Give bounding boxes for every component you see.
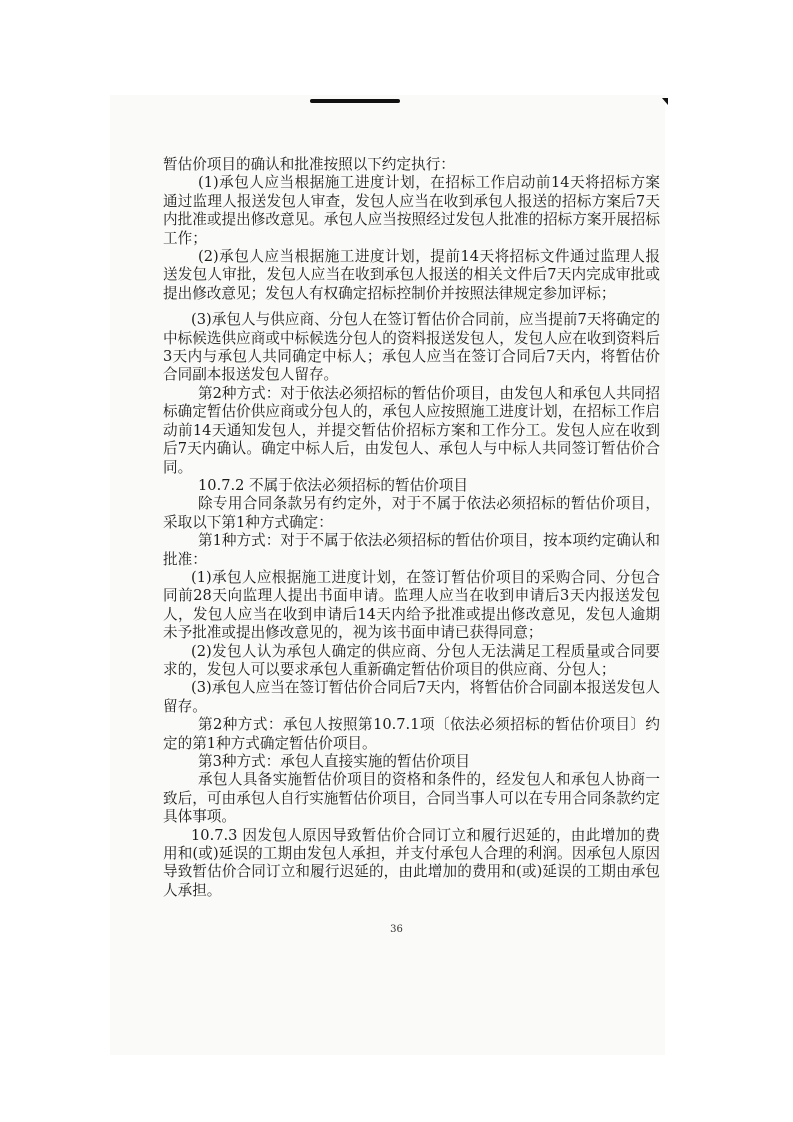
paragraph-method-2: 第2种方式：对于依法必须招标的暂估价项目，由发包人和承包人共同招标确定暂估价供应商或分包人的，承包人应按照施工进度计划，在招标工作启动前14天通知发包人，并提交暂估价招标方案和工作分工。发包人应在收到后7天内确认。确定中标人后，由发包人、承包人与中标人共同签订暂估价合同。 [163,384,660,476]
paragraph-method-1-item-1: (1)承包人应根据施工进度计划，在签订暂估价项目的采购合同、分包合同前28天向监理人提出书面申请。监理人应当在收到申请后3天内报送发包人，发包人应当在收到申请后14天内给予批准或提出修改意见，发包人逾期未予批准或提出修改意见的，视为该书面申请已获得同意； [163,568,660,642]
paragraph-method-1: 第1种方式：对于不属于依法必须招标的暂估价项目，按本项约定确认和批准： [163,532,660,568]
paragraph-item-2: (2)承包人应当根据施工进度计划，提前14天将招标文件通过监理人报送发包人审批，发包人应当在收到承包人报送的相关文件后7天内完成审批或提出修改意见；发包人有权确定招标控制价并按照法律规定参加评标； [163,248,660,302]
page-number: 36 [390,924,403,935]
section-heading-10-7-2: 10.7.2 不属于依法必须招标的暂估价项目 [198,476,468,494]
scan-artifact-corner [662,98,668,105]
section-10-7-3: 10.7.3 因发包人原因导致暂估价合同订立和履行迟延的，由此增加的费用和(或)延误的工期由发包人承担，并支付承包人合理的利润。因承包人原因导致暂估价合同订立和履行迟延的，由此增加的费用和(或)延误的工期由承包人承担。 [163,826,660,899]
paragraph-intro: 暂估价项目的确认和批准按照以下约定执行： [163,156,455,173]
document-body [163,156,660,900]
paragraph-item-1: (1)承包人应当根据施工进度计划，在招标工作启动前14天将招标方案通过监理人报送发包人审查，发包人应当在收到承包人报送的招标方案后7天内批准或提出修改意见。承包人应当按照经过发包人批准的招标方案开展招标工作； [163,174,660,247]
paragraph-default-rule: 除专用合同条款另有约定外，对于不属于依法必须招标的暂估价项目，采取以下第1种方式确定： [163,495,660,531]
paragraph-method-3-detail: 承包人具备实施暂估价项目的资格和条件的，经发包人和承包人协商一致后，可由承包人自行实施暂估价项目，合同当事人可以在专用合同条款约定具体事项。 [163,771,660,826]
paragraph-method-1-item-2: (2)发包人认为承包人确定的供应商、分包人无法满足工程质量或合同要求的，发包人可以要求承包人重新确定暂估价项目的供应商、分包人； [163,642,660,678]
paragraph-method-2b: 第2种方式：承包人按照第10.7.1项〔依法必须招标的暂估价项目〕约定的第1种方式确定暂估价项目。 [163,716,660,752]
scan-artifact-bar [310,99,400,103]
paragraph-method-1-item-3: (3)承包人应当在签订暂估价合同后7天内，将暂估价合同副本报送发包人留存。 [163,679,660,715]
paragraph-method-3: 第3种方式：承包人直接实施的暂估价项目 [198,753,470,770]
paragraph-item-3: (3)承包人与供应商、分包人在签订暂估价合同前，应当提前7天将确定的中标候选供应商或中标候选分包人的资料报送发包人，发包人应在收到资料后3天内与承包人共同确定中标人；承包人应当在签订合同后7天内，将暂估价合同副本报送发包人留存。 [163,311,660,384]
